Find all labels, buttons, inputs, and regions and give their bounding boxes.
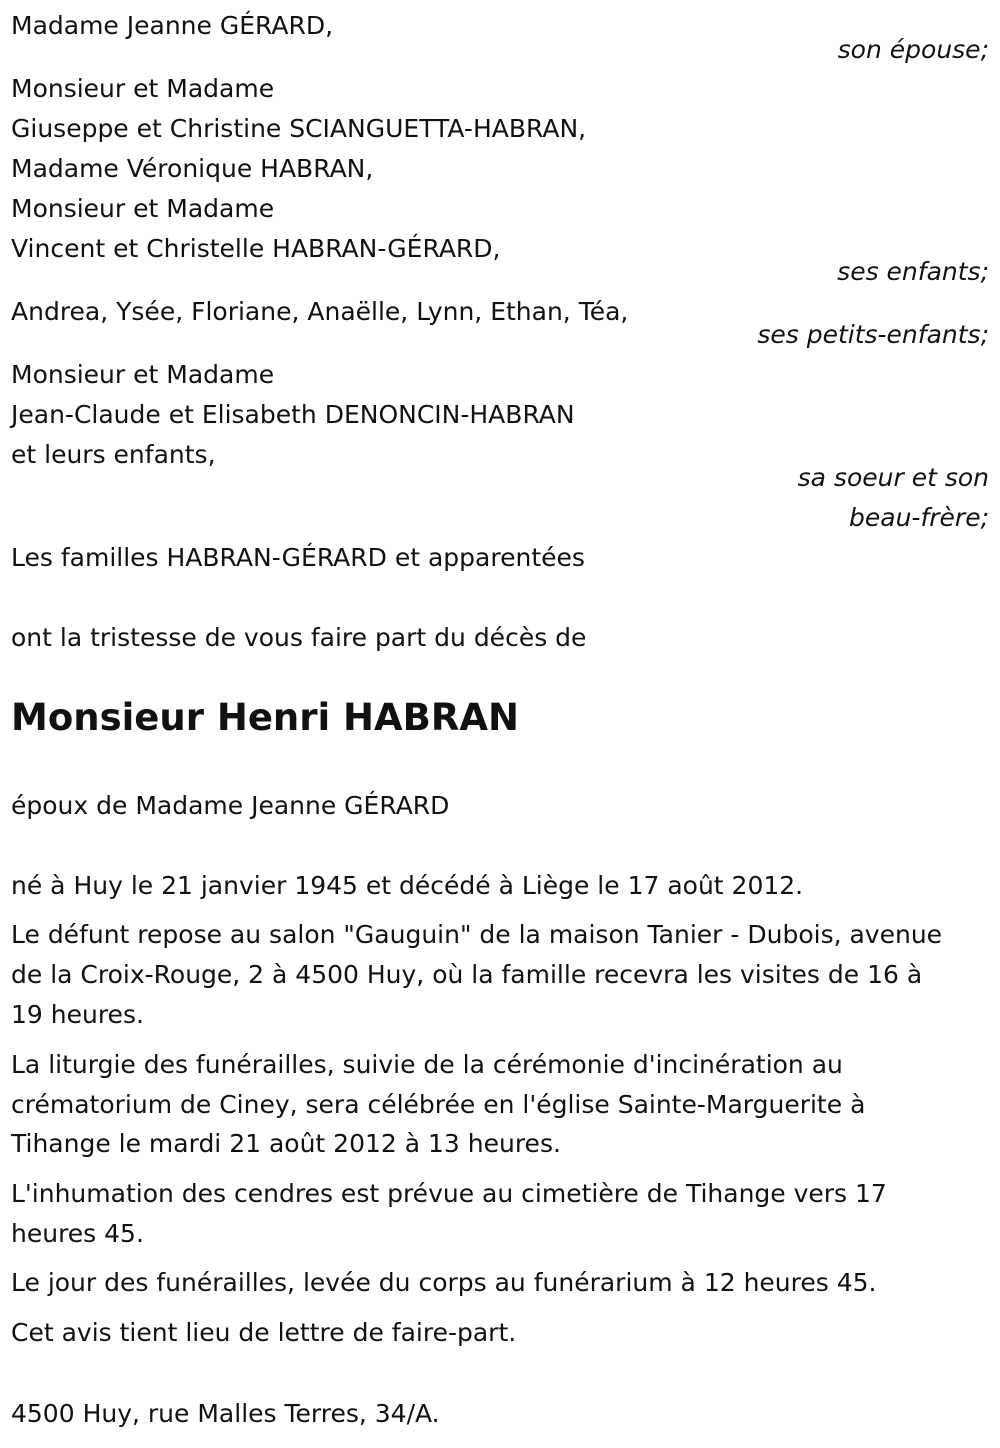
announcement: ont la tristesse de vous faire part du décès de: [11, 623, 587, 652]
grandchildren-role: ses petits-enfants;: [757, 320, 989, 349]
inhumation-line: heures 45.: [11, 1219, 144, 1248]
liturgy-line: crématorium de Ciney, sera célébrée en l'église Sainte-Marguerite à: [11, 1090, 866, 1119]
children-line: Vincent et Christelle HABRAN-GÉRARD,: [11, 234, 501, 263]
sister-role: beau-frère;: [849, 503, 989, 532]
children-line: Monsieur et Madame: [11, 74, 275, 103]
grandchildren-names: Andrea, Ysée, Floriane, Anaëlle, Lynn, Ethan, Téa,: [11, 297, 629, 326]
funeral-day-line: Le jour des funérailles, levée du corps au funérarium à 12 heures 45.: [11, 1268, 877, 1297]
liturgy-line: La liturgie des funérailles, suivie de la cérémonie d'incinération au: [11, 1050, 843, 1079]
birth-death-line: né à Huy le 21 janvier 1945 et décédé à Liège le 17 août 2012.: [11, 871, 804, 900]
spouse-of: époux de Madame Jeanne GÉRARD: [11, 791, 450, 820]
reposes-line: de la Croix-Rouge, 2 à 4500 Huy, où la famille recevra les visites de 16 à: [11, 960, 923, 989]
reposes-line: Le défunt repose au salon "Gauguin" de la maison Tanier - Dubois, avenue: [11, 920, 943, 949]
sister-line: et leurs enfants,: [11, 440, 216, 469]
inhumation-line: L'inhumation des cendres est prévue au cimetière de Tihange vers 17: [11, 1179, 887, 1208]
wife-role: son épouse;: [837, 35, 989, 64]
wife-name: Madame Jeanne GÉRARD,: [11, 11, 334, 40]
children-line: Madame Véronique HABRAN,: [11, 154, 374, 183]
address-line: 4500 Huy, rue Malles Terres, 34/A.: [11, 1399, 440, 1428]
sister-line: Monsieur et Madame: [11, 360, 275, 389]
liturgy-line: Tihange le mardi 21 août 2012 à 13 heures.: [11, 1129, 561, 1158]
families-line: Les familles HABRAN-GÉRARD et apparentées: [11, 543, 585, 572]
children-role: ses enfants;: [837, 257, 989, 286]
deceased-name: Monsieur Henri HABRAN: [11, 696, 519, 739]
reposes-line: 19 heures.: [11, 1000, 144, 1029]
sister-role: sa soeur et son: [797, 463, 989, 492]
children-line: Monsieur et Madame: [11, 194, 275, 223]
sister-line: Jean-Claude et Elisabeth DENONCIN-HABRAN: [11, 400, 575, 429]
notice-line: Cet avis tient lieu de lettre de faire-part.: [11, 1318, 517, 1347]
children-line: Giuseppe et Christine SCIANGUETTA-HABRAN,: [11, 114, 587, 143]
